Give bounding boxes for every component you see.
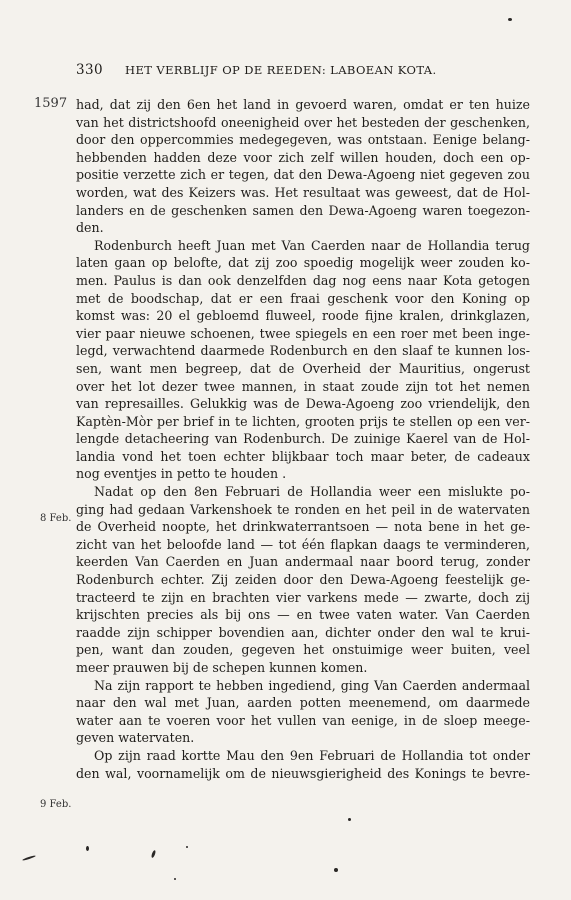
page-number: 330 bbox=[76, 62, 103, 78]
text-line: legd, verwachtend daarmede Rodenburch en den slaaf te kunnen los- bbox=[76, 343, 530, 359]
text-line: hebbenden hadden deze voor zich zelf willen houden, doch een op- bbox=[76, 149, 530, 165]
scan-speck bbox=[186, 846, 188, 848]
text-line: over het lot dezer twee mannen, in staat zoude zijn tot het nemen bbox=[76, 378, 530, 394]
text-line: de Overheid noopte, het drinkwaterrantsoen — nota bene in het ge- bbox=[76, 519, 530, 535]
margin-date-9-feb: 9 Feb. bbox=[40, 799, 72, 810]
text-line: geven watervaten. bbox=[76, 730, 195, 746]
text-line: vier paar nieuwe schoenen, twee spiegels en een roer met been inge- bbox=[76, 325, 530, 341]
text-line: Nadat op den 8en Februari de Hollandia weer een mislukte po- bbox=[94, 484, 530, 500]
text-line: pen, want dan zouden, gegeven het onstuimige weer buiten, veel bbox=[76, 642, 530, 658]
scan-speck bbox=[22, 855, 36, 861]
text-line: lengde detacheering van Rodenburch. De zuinige Kaerel van de Hol- bbox=[76, 431, 530, 447]
text-line: den wal, voornamelijk om de nieuwsgierigheid des Konings te bevre- bbox=[76, 765, 530, 781]
text-line: water aan te voeren voor het vullen van eenige, in de sloep meege- bbox=[76, 712, 530, 728]
text-line: worden, wat des Keizers was. Het resultaat was geweest, dat de Hol- bbox=[76, 184, 530, 200]
text-line: positie verzette zich er tegen, dat den Dewa-Agoeng niet gegeven zou bbox=[76, 167, 530, 183]
text-line: ging had gedaan Varkenshoek te ronden en het peil in de watervaten bbox=[76, 501, 530, 517]
text-line: van het districtshoofd oneenigheid over het besteden der geschenken, bbox=[76, 114, 530, 130]
running-head bbox=[76, 62, 516, 78]
body-text bbox=[76, 96, 530, 782]
text-line: van represailles. Gelukkig was de Dewa-Agoeng zoo vriendelijk, den bbox=[76, 396, 530, 412]
text-line: laten gaan op belofte, dat zij zoo spoedig mogelijk weer zouden ko- bbox=[76, 255, 530, 271]
text-line: landia vond het toen echter blijkbaar toch maar beter, de cadeaux bbox=[76, 448, 530, 464]
text-line: landers en de geschenken samen den Dewa-Agoeng waren toegezon- bbox=[76, 202, 530, 218]
scan-speck bbox=[86, 846, 89, 851]
scan-speck bbox=[508, 18, 512, 21]
text-line: komst was: 20 el gebloemd fluweel, roode fijne kralen, drinkglazen, bbox=[76, 308, 530, 324]
text-line: door den oppercommies medegegeven, was ontstaan. Eenige belang- bbox=[76, 132, 530, 148]
text-line: den. bbox=[76, 220, 104, 236]
scan-speck bbox=[151, 850, 157, 859]
text-line: naar den wal met Juan, aarden potten meenemend, om daarmede bbox=[76, 695, 530, 711]
scan-speck bbox=[334, 868, 338, 872]
text-line: Rodenburch heeft Juan met Van Caerden naar de Hollandia terug bbox=[94, 237, 530, 253]
text-line: meer prauwen bij de schepen kunnen komen. bbox=[76, 660, 368, 675]
margin-date-8-feb: 8 Feb. bbox=[40, 513, 72, 524]
text-line: zicht van het beloofde land — tot één flapkan daags te verminderen, bbox=[76, 536, 530, 552]
text-line: raadde zijn schipper bovendien aan, dichter onder den wal te krui- bbox=[76, 624, 530, 640]
text-line: had, dat zij den 6en het land in gevoerd waren, omdat er ten huize bbox=[76, 97, 530, 112]
text-line: tracteerd te zijn en brachten vier varkens mede — zwarte, doch zij bbox=[76, 589, 530, 605]
scan-speck bbox=[174, 878, 176, 880]
text-line: men. Paulus is dan ook denzelfden dag nog eens naar Kota getogen bbox=[76, 272, 530, 288]
text-line: keerden Van Caerden en Juan andermaal naar boord terug, zonder bbox=[76, 554, 530, 570]
paragraph bbox=[76, 96, 530, 237]
paragraph bbox=[76, 747, 530, 782]
margin-year: 1597 bbox=[34, 96, 68, 111]
text-line: met de boodschap, dat er een fraai geschenk voor den Koning op bbox=[76, 290, 530, 306]
text-line: Rodenburch echter. Zij zeiden door den Dewa-Agoeng feestelijk ge- bbox=[76, 572, 530, 588]
paragraph bbox=[76, 237, 530, 483]
paragraph bbox=[76, 677, 530, 747]
paragraph bbox=[76, 483, 530, 677]
text-line: Op zijn raad kortte Mau den 9en Februari de Hollandia tot onder bbox=[94, 747, 530, 763]
text-line: sen, want men begreep, dat de Overheid der Mauritius, ongerust bbox=[76, 360, 530, 376]
text-line: Na zijn rapport te hebben ingediend, ging Van Caerden andermaal bbox=[94, 677, 530, 693]
running-title: HET VERBLIJF OP DE REEDEN: LABOEAN KOTA. bbox=[125, 63, 437, 77]
text-line: Kaptèn-Mòr per brief in te lichten, grooten prijs te stellen op een ver- bbox=[76, 413, 530, 429]
scan-speck bbox=[348, 818, 351, 821]
text-line: krijschten precies als bij ons — en twee vaten water. Van Caerden bbox=[76, 607, 530, 623]
text-line: nog eventjes in petto te houden . bbox=[76, 466, 287, 482]
